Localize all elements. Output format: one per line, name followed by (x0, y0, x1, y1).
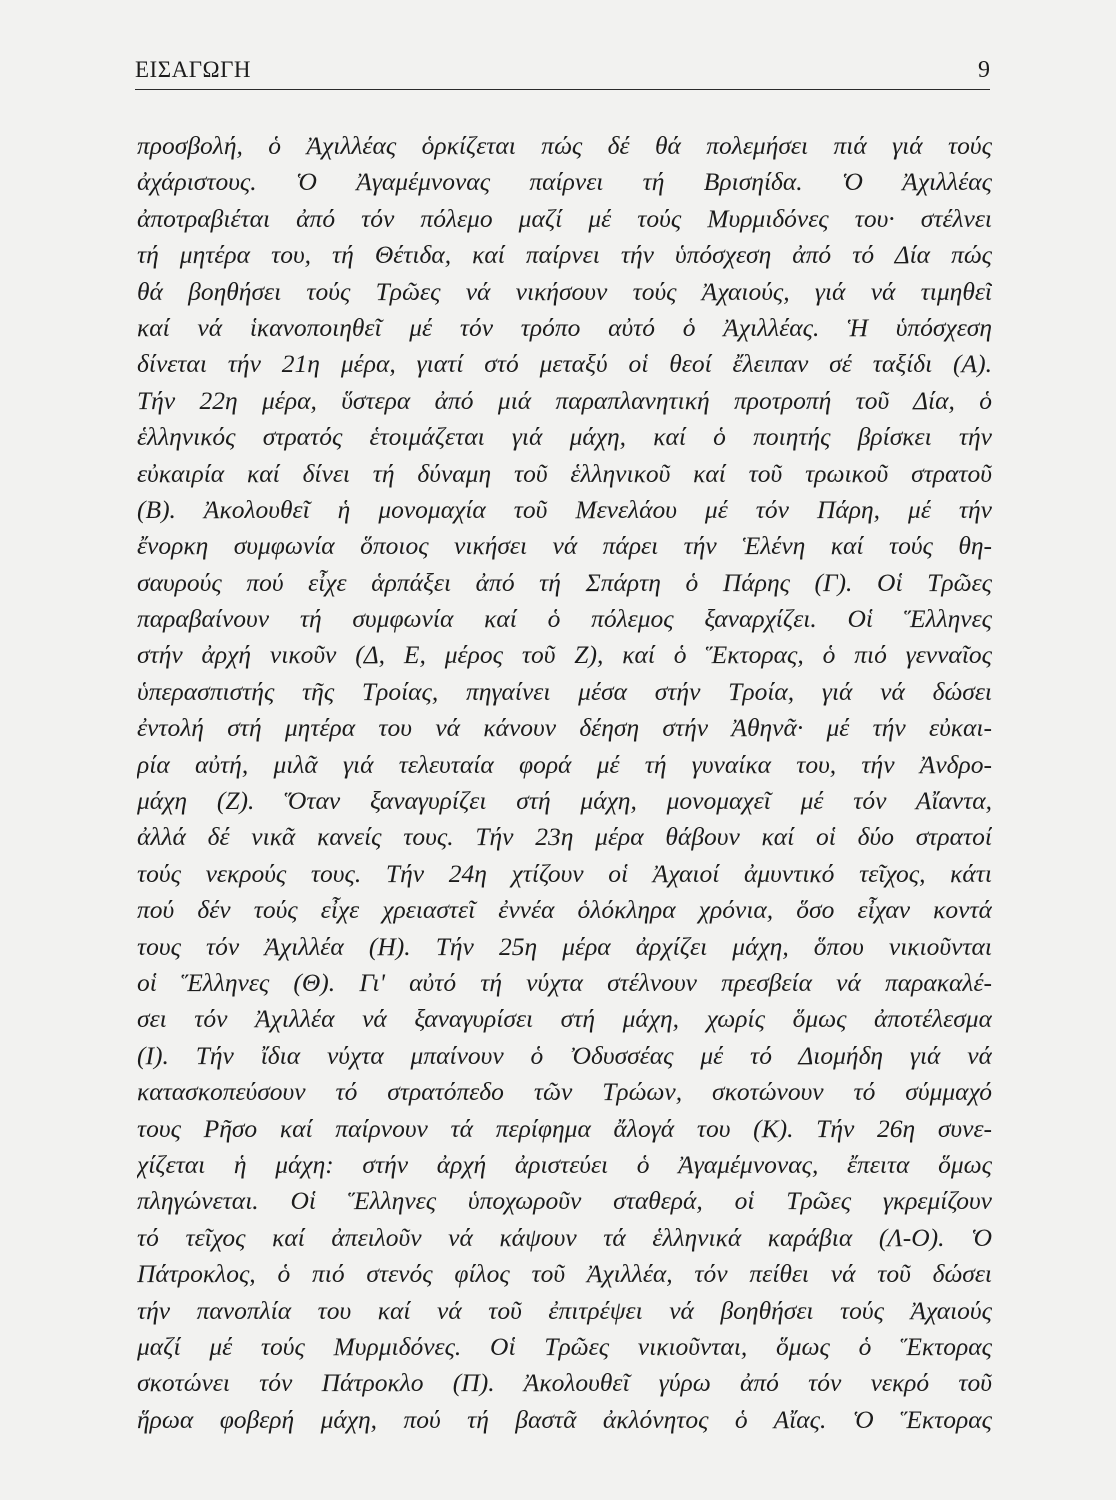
text-line: σαυρούς πού εἶχε ἁρπάξει ἀπό τή Σπάρτη ὁ Πάρης (Γ). Οἱ Τρῶες (137, 567, 992, 597)
text-line: τούς νεκρούς τους. Τήν 24η χτίζουν οἱ Ἀχαιοί ἀμυντικό τεῖχος, κάτι (137, 858, 992, 888)
text-line: ἔνορκη συμφωνία ὅποιος νικήσει νά πάρει τήν Ἑλένη καί τούς θη- (137, 531, 992, 561)
text-line: στήν ἀρχή νικοῦν (Δ, Ε, μέρος τοῦ Ζ), καί ὁ Ἕκτορας, ὁ πιό γενναῖος (137, 640, 992, 670)
text-line: ἀχάριστους. Ὁ Ἀγαμέμνονας παίρνει τή Βρισηίδα. Ὁ Ἀχιλλέας (137, 167, 992, 197)
text-line: σει τόν Ἀχιλλέα νά ξαναγυρίσει στή μάχη, χωρίς ὅμως ἀποτέλεσμα (137, 1004, 992, 1034)
text-line: καί νά ἱκανοποιηθεῖ μέ τόν τρόπο αὐτό ὁ Ἀχιλλέας. Ἡ ὑπόσχεση (137, 312, 992, 342)
text-line: μαζί μέ τούς Μυρμιδόνες. Οἱ Τρῶες νικιοῦνται, ὅμως ὁ Ἕκτορας (137, 1331, 992, 1361)
text-line: χίζεται ἡ μάχη: στήν ἀρχή ἀριστεύει ὁ Ἀγαμέμνονας, ἔπειτα ὅμως (137, 1149, 992, 1179)
text-line: ρία αὐτή, μιλᾶ γιά τελευταία φορά μέ τή γυναίκα του, τήν Ἀνδρο- (137, 749, 992, 779)
chapter-title: ΕΙΣΑΓΩΓΗ (135, 57, 252, 82)
text-line: σκοτώνει τόν Πάτροκλο (Π). Ἀκολουθεῖ γύρω ἀπό τόν νεκρό τοῦ (137, 1368, 992, 1398)
text-line: προσβολή, ὁ Ἀχιλλέας ὁρκίζεται πώς δέ θά πολεμήσει πιά γιά τούς (137, 131, 992, 160)
text-line: πληγώνεται. Οἱ Ἕλληνες ὑποχωροῦν σταθερά, οἱ Τρῶες γκρεμίζουν (137, 1186, 992, 1216)
text-line: οἱ Ἕλληνες (Θ). Γι' αὐτό τή νύχτα στέλνουν πρεσβεία νά παρακαλέ- (137, 967, 992, 997)
text-line: ἀλλά δέ νικᾶ κανείς τους. Τήν 23η μέρα θάβουν καί οἱ δύο στρατοί (137, 822, 992, 852)
text-line: ἐντολή στή μητέρα του νά κάνουν δέηση στήν Ἀθηνᾶ· μέ τήν εὐκαι- (137, 713, 992, 743)
text-line: δίνεται τήν 21η μέρα, γιατί στό μεταξύ οἱ θεοί ἔλειπαν σέ ταξίδι (Α). (137, 349, 992, 379)
text-line: πού δέν τούς εἶχε χρειαστεῖ ἐννέα ὁλόκληρα χρόνια, ὅσο εἶχαν κοντά (137, 895, 992, 925)
text-line: τους τόν Ἀχιλλέα (Η). Τήν 25η μέρα ἀρχίζει μάχη, ὅπου νικιοῦνται (137, 931, 992, 961)
body-text (137, 128, 992, 1438)
text-line: (Β). Ἀκολουθεῖ ἡ μονομαχία τοῦ Μενελάου μέ τόν Πάρη, μέ τήν (137, 494, 992, 524)
text-line: τό τεῖχος καί ἀπειλοῦν νά κάψουν τά ἑλληνικά καράβια (Λ-Ο). Ὁ (137, 1222, 992, 1252)
text-line: Τήν 22η μέρα, ὕστερα ἀπό μιά παραπλανητική προτροπή τοῦ Δία, ὁ (137, 385, 992, 415)
text-line: εὐκαιρία καί δίνει τή δύναμη τοῦ ἑλληνικοῦ καί τοῦ τρωικοῦ στρατοῦ (137, 458, 992, 488)
text-line: ὑπερασπιστής τῆς Τροίας, πηγαίνει μέσα στήν Τροία, γιά νά δώσει (137, 676, 992, 706)
page-number: 9 (978, 57, 990, 83)
text-line: τή μητέρα του, τή Θέτιδα, καί παίρνει τήν ὑπόσχεση ἀπό τό Δία πώς (137, 240, 992, 270)
text-line: ἥρωα φοβερή μάχη, πού τή βαστᾶ ἀκλόνητος ὁ Αἴας. Ὁ Ἕκτορας (137, 1404, 992, 1434)
running-header (135, 56, 990, 92)
text-line: (Ι). Τήν ἴδια νύχτα μπαίνουν ὁ Ὀδυσσέας μέ τό Διομήδη γιά νά (137, 1040, 992, 1070)
text-line: Πάτροκλος, ὁ πιό στενός φίλος τοῦ Ἀχιλλέα, τόν πείθει νά τοῦ δώσει (137, 1259, 992, 1289)
text-line: παραβαίνουν τή συμφωνία καί ὁ πόλεμος ξαναρχίζει. Οἱ Ἕλληνες (137, 604, 992, 634)
text-line: τήν πανοπλία του καί νά τοῦ ἐπιτρέψει νά βοηθήσει τούς Ἀχαιούς (137, 1295, 992, 1325)
text-line: μάχη (Ζ). Ὅταν ξαναγυρίζει στή μάχη, μονομαχεῖ μέ τόν Αἴαντα, (137, 786, 992, 816)
text-line: ἑλληνικός στρατός ἑτοιμάζεται γιά μάχη, καί ὁ ποιητής βρίσκει τήν (137, 422, 992, 452)
text-line: κατασκοπεύσουν τό στρατόπεδο τῶν Τρώων, σκοτώνουν τό σύμμαχό (137, 1077, 992, 1107)
text-line: ἀποτραβιέται ἀπό τόν πόλεμο μαζί μέ τούς Μυρμιδόνες του· στέλνει (137, 203, 992, 233)
text-line: τους Ρῆσο καί παίρνουν τά περίφημα ἄλογά του (Κ). Τήν 26η συνε- (137, 1113, 992, 1143)
text-line: θά βοηθήσει τούς Τρῶες νά νικήσουν τούς Ἀχαιούς, γιά νά τιμηθεῖ (137, 276, 992, 306)
header-rule (135, 89, 990, 90)
